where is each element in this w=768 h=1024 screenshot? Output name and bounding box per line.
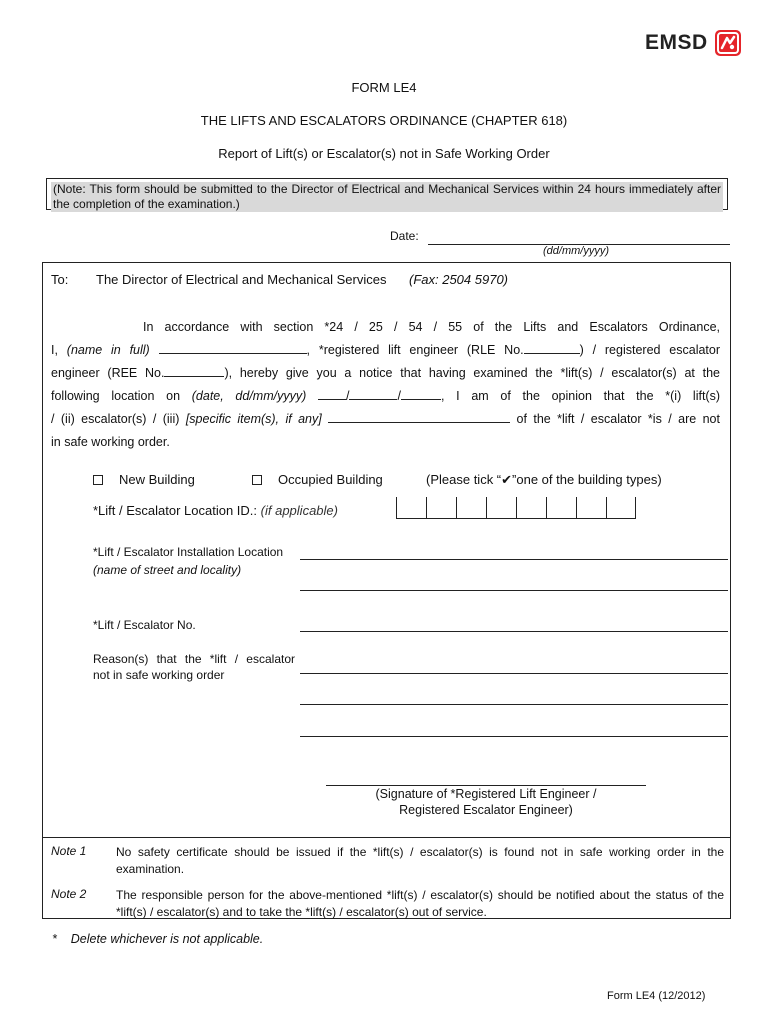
form-number: FORM LE4 [351, 80, 417, 95]
emsd-logo-mark-icon [714, 29, 742, 57]
date-separator: / [397, 389, 401, 403]
location-id-cell[interactable] [396, 497, 426, 519]
paragraph-line [51, 408, 720, 431]
signature-caption [326, 786, 646, 818]
paragraph-line [51, 339, 720, 362]
logo-text: EMSD [645, 31, 708, 54]
ree-no-field[interactable] [164, 364, 224, 377]
date-month-field[interactable] [349, 387, 397, 400]
rle-no-field[interactable] [524, 341, 580, 354]
location-id-cell[interactable] [546, 497, 576, 519]
location-id-cell[interactable] [486, 497, 516, 519]
install-location-field-line-1[interactable] [300, 559, 728, 560]
name-field[interactable] [159, 341, 307, 354]
report-title: Report of Lift(s) or Escalator(s) not in Safe Working Order [218, 146, 550, 161]
note-2-label: Note 2 [51, 887, 87, 901]
paragraph-text: ) / registered escalator [579, 343, 721, 357]
paragraph-line [51, 362, 720, 385]
signature-caption-line: (Signature of *Registered Lift Engineer / [375, 787, 597, 801]
location-id-hint: (if applicable) [260, 503, 338, 518]
declaration-paragraph [51, 316, 720, 454]
paragraph-line: in safe working order. [51, 435, 170, 449]
fax-number: (Fax: 2504 5970) [409, 272, 509, 287]
location-id-label-row [93, 503, 338, 519]
footnote: * Delete whichever is not applicable. [52, 932, 264, 946]
paragraph-text: ), hereby give you a notice that having examined the *lift(s) / escalator(s) at the [224, 366, 720, 380]
specific-item-hint: [specific item(s), if any] [185, 412, 322, 426]
location-id-cell[interactable] [426, 497, 456, 519]
paragraph-text: / (ii) escalator(s) / (iii) [51, 412, 180, 426]
install-location-field-line-2[interactable] [300, 590, 728, 591]
date-format-hint: (dd/mm/yyyy) [543, 245, 609, 257]
notes-divider [42, 837, 731, 838]
paragraph-text: , *registered lift engineer (RLE No. [306, 343, 524, 357]
date-hint: (date, dd/mm/yyyy) [191, 389, 307, 403]
reason-label-line-1: Reason(s) that the *lift / escalator [93, 652, 295, 666]
occupied-building-label: Occupied Building [278, 472, 383, 487]
note-1-text: No safety certificate should be issued if the *lift(s) / escalator(s) is found not in safe working order in the examination. [116, 845, 724, 876]
specific-item-field[interactable] [328, 410, 510, 423]
occupied-building-option[interactable] [252, 472, 383, 487]
emsd-logo [645, 28, 742, 58]
submission-note-box [46, 178, 728, 210]
new-building-label: New Building [119, 472, 195, 487]
ordinance-title: THE LIFTS AND ESCALATORS ORDINANCE (CHAPTER 618) [200, 113, 568, 128]
reason-field-line-2[interactable] [300, 704, 728, 705]
form-code: Form LE4 (12/2012) [607, 990, 706, 1002]
reason-field-line-3[interactable] [300, 736, 728, 737]
tick-mark-icon: ✔ [501, 472, 513, 487]
location-id-cell[interactable] [456, 497, 486, 519]
submission-note-text: (Note: This form should be submitted to the Director of Electrical and Mechanical Services within 24 hours immediately after the completion of the examination.) [53, 182, 721, 211]
paragraph-line [51, 385, 720, 408]
instruction-text: ”one of the building types) [512, 472, 662, 487]
lift-no-field[interactable] [300, 631, 728, 632]
note-2-text: The responsible person for the above-mentioned *lift(s) / escalator(s) should be notified about the status of the *lift(s) / escalator(s) and to take the *lift(s) / escalator(s) out of service. [116, 888, 724, 919]
lift-no-label: *Lift / Escalator No. [93, 618, 196, 632]
location-id-cell[interactable] [606, 497, 636, 519]
paragraph-text: engineer (REE No. [51, 366, 165, 380]
paragraph-line: In accordance with section *24 / 25 / 54 / 55 of the Lifts and Escalators Ordinance, [143, 320, 720, 334]
occupied-building-checkbox[interactable] [252, 475, 262, 485]
to-label: To: [51, 272, 69, 287]
paragraph-text: following location on [51, 389, 181, 403]
name-hint: (name in full) [66, 343, 150, 357]
reason-field-line-1[interactable] [300, 673, 728, 674]
addressee-name: The Director of Electrical and Mechanical Services [96, 272, 387, 287]
paragraph-text: of the *lift / escalator *is / are not [516, 412, 720, 426]
new-building-checkbox[interactable] [93, 475, 103, 485]
date-day-field[interactable] [318, 387, 346, 400]
tick-instruction [426, 472, 662, 488]
paragraph-text: I, [51, 343, 58, 357]
new-building-option[interactable] [93, 472, 195, 487]
install-location-label: *Lift / Escalator Installation Location [93, 545, 284, 559]
date-separator: / [346, 389, 350, 403]
paragraph-text: , I am of the opinion that the *(i) lift(s) [440, 389, 721, 403]
location-id-cell[interactable] [516, 497, 546, 519]
note-1-label: Note 1 [51, 844, 87, 858]
location-id-label: *Lift / Escalator Location ID.: [93, 503, 258, 518]
location-id-cell[interactable] [576, 497, 606, 519]
install-location-hint: (name of street and locality) [93, 563, 242, 577]
reason-label-line-2: not in safe working order [93, 668, 225, 682]
date-label: Date: [390, 229, 419, 243]
instruction-text: (Please tick “ [426, 472, 502, 487]
date-year-field[interactable] [401, 387, 441, 400]
location-id-field[interactable] [396, 497, 636, 519]
signature-caption-line: Registered Escalator Engineer) [399, 803, 573, 817]
